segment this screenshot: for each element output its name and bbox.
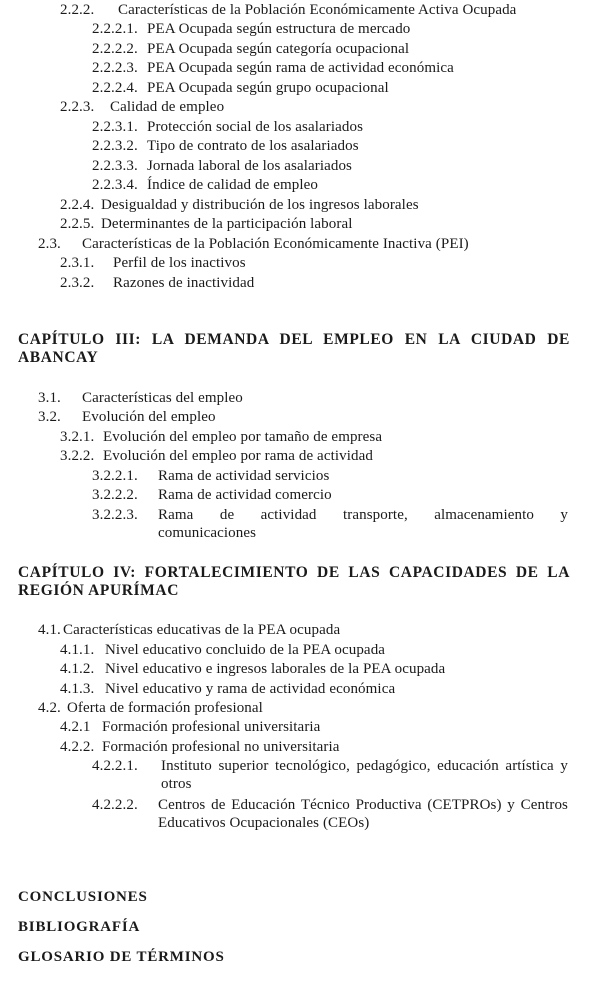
toc-entry-2-2-3-2: [92, 137, 359, 155]
toc-entry-2-2-2-4: [92, 79, 389, 97]
toc-entry-2-2-3-1: [92, 118, 363, 136]
toc-entry-4-2-2-2: [92, 796, 568, 832]
toc-title: Tipo de contrato de los asalariados: [147, 138, 359, 154]
toc-title: Formación profesional universitaria: [102, 719, 321, 735]
conclusiones-heading: CONCLUSIONES: [18, 889, 148, 905]
toc-entry-4-1-2: [60, 660, 445, 678]
toc-number: 3.2.2.1.: [92, 468, 138, 484]
toc-title: Desigualdad y distribución de los ingresos laborales: [101, 197, 419, 213]
toc-entry-2-3: [38, 235, 469, 253]
toc-number: 3.2.2.2.: [92, 487, 138, 503]
toc-title: Características de la Población Económicamente Activa Ocupada: [118, 2, 517, 18]
toc-number: 2.2.2.3.: [92, 60, 138, 76]
toc-title: Nivel educativo e ingresos laborales de la PEA ocupada: [105, 661, 446, 677]
toc-title: Razones de inactividad: [113, 275, 255, 291]
toc-title: Protección social de los asalariados: [147, 119, 364, 135]
chapter-3-heading: CAPÍTULO III: LA DEMANDA DEL EMPLEO EN LA CIUDAD DE ABANCAY: [18, 331, 570, 366]
toc-entry-4-1-1: [60, 641, 385, 659]
toc-number: 4.1.3.: [60, 681, 95, 697]
toc-title: Evolución del empleo por rama de actividad: [103, 448, 373, 464]
toc-number: 3.1.: [38, 390, 61, 406]
toc-title: Rama de actividad transporte, almacenamiento y comunicaciones: [158, 507, 568, 541]
toc-number: 2.2.3.4.: [92, 177, 138, 193]
toc-entry-3-2-1: [60, 428, 382, 446]
toc-number: 3.2.1.: [60, 429, 95, 445]
toc-title: Rama de actividad comercio: [158, 487, 332, 503]
toc-entry-2-2-3-4: [92, 176, 318, 194]
bibliografia-heading: BIBLIOGRAFÍA: [18, 919, 141, 935]
toc-entry-2-3-2: [60, 274, 254, 292]
toc-title: Formación profesional no universitaria: [102, 739, 340, 755]
toc-entry-4-1-3: [60, 680, 395, 698]
toc-number: 2.2.2.: [60, 2, 95, 18]
toc-title: Perfil de los inactivos: [113, 255, 246, 271]
toc-title: Características de la Población Económicamente Inactiva (PEI): [82, 236, 469, 252]
toc-entry-3-2-2-2: [92, 486, 332, 504]
toc-entry-4-2-1: [60, 718, 320, 736]
toc-entry-2-2-2-1: [92, 20, 410, 38]
toc-entry-4-2: [38, 699, 263, 717]
toc-entry-3-2: [38, 408, 216, 426]
toc-entry-2-2-2-3: [92, 59, 454, 77]
toc-title: Calidad de empleo: [110, 99, 225, 115]
toc-number: 2.2.3.3.: [92, 158, 138, 174]
toc-title: Nivel educativo concluido de la PEA ocupada: [105, 642, 386, 658]
toc-number: 4.2.2.1.: [92, 758, 138, 774]
toc-number: 2.3.1.: [60, 255, 95, 271]
toc-entry-2-2-2-2: [92, 40, 409, 58]
toc-number: 4.2.2.: [60, 739, 95, 755]
toc-number: 4.1.2.: [60, 661, 95, 677]
chapter-4-heading: CAPÍTULO IV: FORTALECIMIENTO DE LAS CAPACIDADES DE LA REGIÓN APURÍMAC: [18, 564, 570, 599]
toc-entry-2-2-2: [60, 1, 516, 19]
toc-number: 3.2.2.3.: [92, 507, 138, 523]
toc-entry-3-2-2-3: [92, 506, 568, 542]
glosario-heading: GLOSARIO DE TÉRMINOS: [18, 949, 225, 965]
toc-number: 2.2.2.2.: [92, 41, 138, 57]
toc-entry-3-1: [38, 389, 243, 407]
toc-number: 4.1.: [38, 622, 61, 638]
toc-title: Evolución del empleo: [82, 409, 216, 425]
toc-entry-2-2-5: [60, 215, 353, 233]
toc-title: Rama de actividad servicios: [158, 468, 330, 484]
toc-entry-2-2-3-3: [92, 157, 352, 175]
toc-entry-2-2-4: [60, 196, 419, 214]
toc-entry-2-3-1: [60, 254, 246, 272]
toc-title: Oferta de formación profesional: [67, 700, 263, 716]
toc-title: Características del empleo: [82, 390, 243, 406]
toc-title: PEA Ocupada según estructura de mercado: [147, 21, 411, 37]
toc-number: 4.2.1: [60, 719, 91, 735]
toc-title: PEA Ocupada según categoría ocupacional: [147, 41, 410, 57]
toc-entry-4-2-2-1: [92, 757, 568, 793]
toc-number: 4.1.1.: [60, 642, 95, 658]
toc-number: 2.3.2.: [60, 275, 95, 291]
toc-title: Características educativas de la PEA ocupada: [63, 622, 341, 638]
toc-number: 4.2.: [38, 700, 61, 716]
toc-entry-3-2-2: [60, 447, 373, 465]
toc-number: 2.2.4.: [60, 197, 95, 213]
toc-title: Centros de Educación Técnico Productiva (CETPROs) y Centros Educativos Ocupacionales (CEOs): [158, 797, 568, 831]
toc-entry-4-2-2: [60, 738, 340, 756]
toc-entry-3-2-2-1: [92, 467, 329, 485]
toc-number: 2.2.3.1.: [92, 119, 138, 135]
toc-title: PEA Ocupada según grupo ocupacional: [147, 80, 389, 96]
toc-entry-4-1: [38, 621, 340, 639]
toc-title: Jornada laboral de los asalariados: [147, 158, 352, 174]
toc-number: 3.2.2.: [60, 448, 95, 464]
toc-title: Nivel educativo y rama de actividad económica: [105, 681, 396, 697]
toc-number: 3.2.: [38, 409, 61, 425]
toc-number: 2.2.5.: [60, 216, 95, 232]
toc-title: Determinantes de la participación laboral: [101, 216, 353, 232]
toc-entry-2-2-3: [60, 98, 224, 116]
toc-number: 2.2.3.: [60, 99, 95, 115]
toc-number: 2.2.2.1.: [92, 21, 138, 37]
toc-title: Instituto superior tecnológico, pedagógico, educación artística y otros: [161, 758, 568, 792]
toc-title: Evolución del empleo por tamaño de empresa: [103, 429, 383, 445]
toc-title: Índice de calidad de empleo: [147, 177, 318, 193]
toc-number: 2.2.3.2.: [92, 138, 138, 154]
toc-number: 4.2.2.2.: [92, 797, 138, 813]
toc-title: PEA Ocupada según rama de actividad económica: [147, 60, 454, 76]
toc-number: 2.2.2.4.: [92, 80, 138, 96]
toc-number: 2.3.: [38, 236, 61, 252]
